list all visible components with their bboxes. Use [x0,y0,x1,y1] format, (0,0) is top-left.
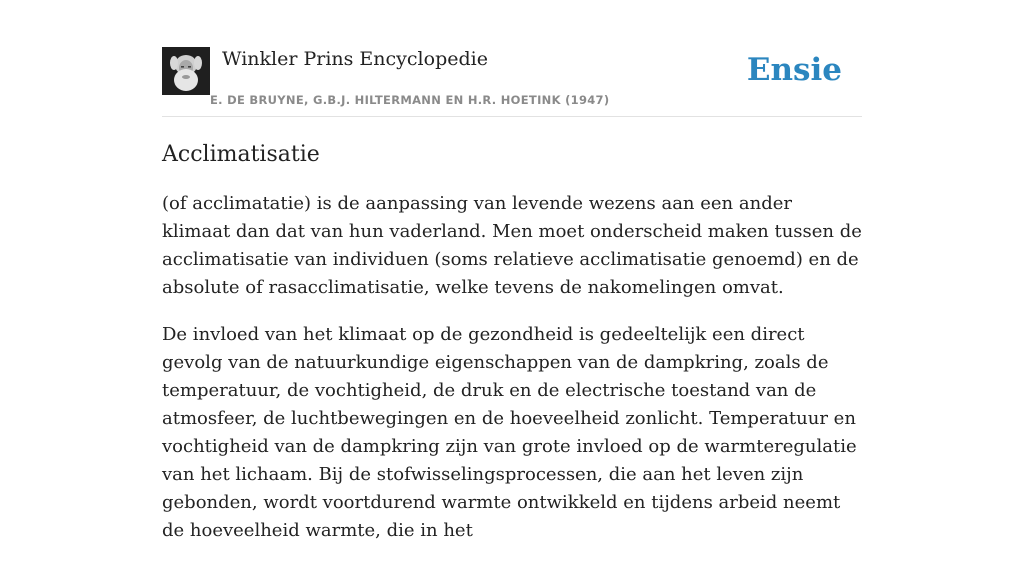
article-paragraph: (of acclimatatie) is de aanpassing van levende wezens aan een ander klimaat dan dat van hun vaderland. Men moet onderscheid maken tussen de acclimatisatie van individuen (soms relatieve acclimatisatie genoemd) en de absolute of rasacclimatisatie, welke tevens de nakomelingen omvat. [162,193,862,298]
author-avatar-icon[interactable] [162,47,210,95]
site-title[interactable]: Winkler Prins Encyclopedie [222,48,488,70]
ensie-logo-link[interactable]: Ensie [746,52,842,88]
article [162,138,862,564]
article-paragraph: De invloed van het klimaat op de gezondheid is gedeeltelijk een direct gevolg van de natuurkundige eigenschappen van de dampkring, zoals de temperatuur, de vochtigheid, de druk en de electrische toestand van de atmosfeer, de luchtbewegingen en de hoeveelheid zonlicht. Temperatuur en vochtigheid van de dampkring zijn van grote invloed op de warmteregulatie van het lichaam. Bij de stofwisselingsprocessen, die aan het leven zijn gebonden, wordt voortdurend warmte ontwikkeld en tijdens arbeid neemt de hoeveelheid warmte, die in het [162,324,857,541]
authors-subtitle: E. DE BRUYNE, G.B.J. HILTERMANN EN H.R. HOETINK (1947) [210,93,610,107]
site-header [162,45,862,117]
portrait-icon [162,47,210,95]
article-title: Acclimatisatie [162,142,320,167]
